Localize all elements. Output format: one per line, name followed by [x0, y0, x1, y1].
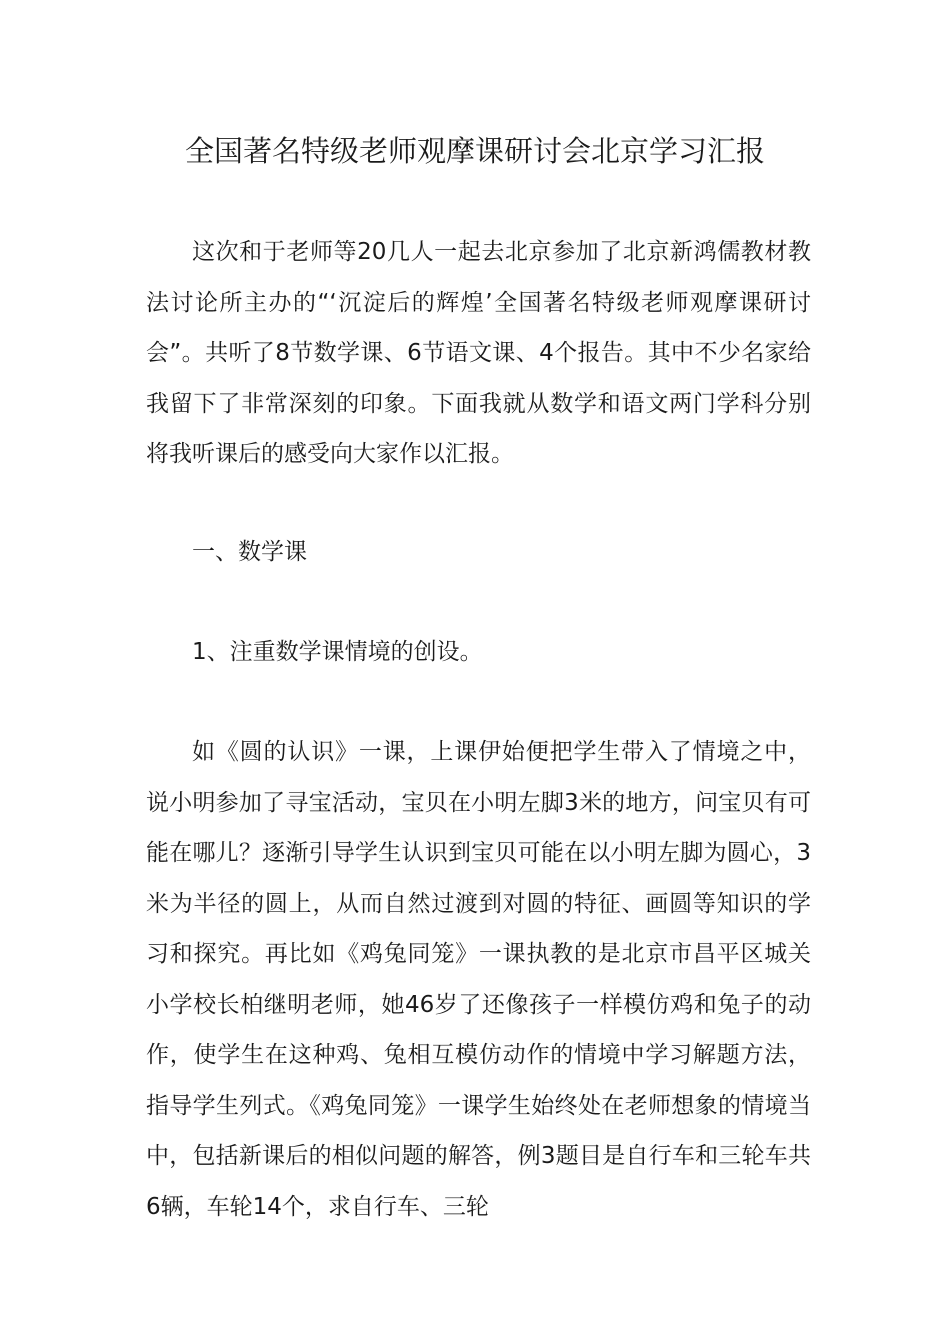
section-heading: 一、数学课 [192, 539, 307, 565]
document-title: 全国著名特级老师观摩课研讨会北京学习汇报 [184, 134, 765, 168]
subsection-heading: 1、注重数学课情境的创设。 [192, 639, 483, 665]
body-paragraph: 如《圆的认识》一课，上课伊始便把学生带入了情境之中，说小明参加了寻宝活动，宝贝在小明左脚3米的地方，问宝贝有可能在哪儿？逐渐引导学生认识到宝贝可能在以小明左脚为圆心，3米为半径的圆上，从而自然过渡到对圆的特征、画圆等知识的学习和探究。再比如《鸡兔同笼》一课执教的是北京市昌平区城关小学校长柏继明老师，她46岁了还像孩子一样模仿鸡和兔子的动作，使学生在这种鸡、兔相互模仿动作的情境中学习解题方法，指导学生列式。《鸡兔同笼》一课学生始终处在老师想象的情境当中，包括新课后的相似问题的解答，例3题目是自行车和三轮车共6辆，车轮14个，求自行车、三轮 [146, 739, 811, 1220]
intro-paragraph: 这次和于老师等20几人一起去北京参加了北京新鸿儒教材教法讨论所主办的“‘沉淀后的辉煌’全国著名特级老师观摩课研讨会”。共听了8节数学课、6节语文课、4个报告。其中不少名家给我留下了非常深刻的印象。下面我就从数学和语文两门学科分别将我听课后的感受向大家作以汇报。 [146, 239, 811, 467]
